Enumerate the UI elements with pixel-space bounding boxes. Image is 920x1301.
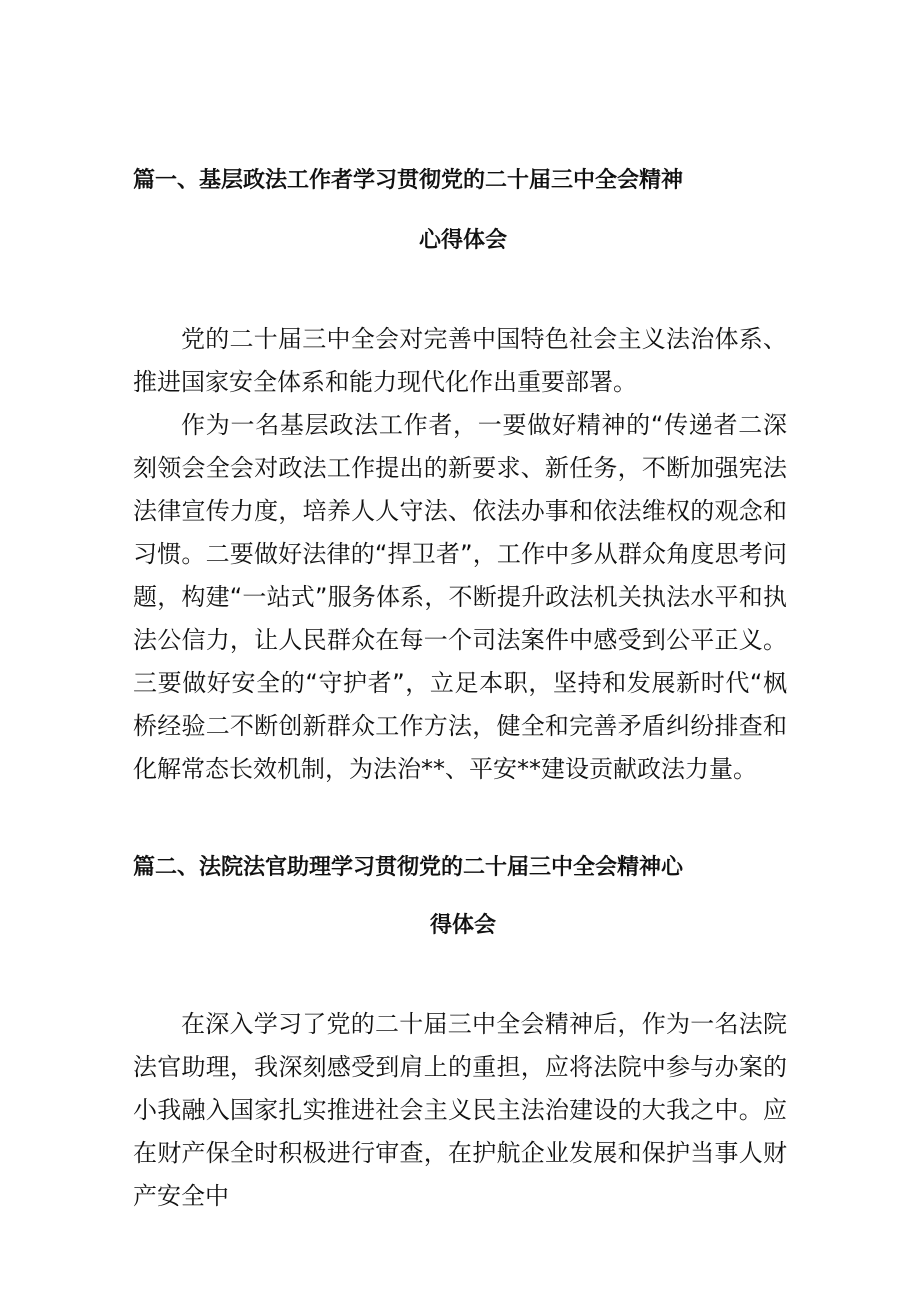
section1-title-line2: 心得体会 [418,228,507,253]
section1-paragraph-2: 作为一名基层政法工作者，一要做好精神的“传递者二深刻领会全会对政法工作提出的新要求、新任务，不断加强宪法法律宣传力度，培养人人守法、依法办事和依法维权的观念和习惯。二要做好法律的“捍卫者”，工作中多从群众角度思考问题，构建“一站式”服务体系，不断提升政法机关执法水平和执法公信力，让人民群众在每一个司法案件中感受到公平正义。三要做好安全的“守护者”，立足本职，坚持和发展新时代“枫桥经验二不断创新群众工作方法，健全和完善矛盾纠纷排查和化解常态长效机制，为法治**、平安**建设贡献政法力量。 [133,411,787,783]
section1-paragraph-1: 党的二十届三中全会对完善中国特色社会主义法治体系、推进国家安全体系和能力现代化作出重要部署。 [133,325,787,396]
section1-title-line1: 篇一、基层政法工作者学习贯彻党的二十届三中全会精神 [133,168,684,193]
section2-title-line2: 得体会 [429,913,496,938]
section2-title-line1: 篇二、法院法官助理学习贯彻党的二十届三中全会精神心 [133,855,684,880]
section2-paragraph-1: 在深入学习了党的二十届三中全会精神后，作为一名法院法官助理，我深刻感受到肩上的重担，应将法院中参与办案的小我融入国家扎实推进社会主义民主法治建设的大我之中。应在财产保全时积极进行审查，在护航企业发展和保护当事人财产安全中 [133,1010,787,1210]
